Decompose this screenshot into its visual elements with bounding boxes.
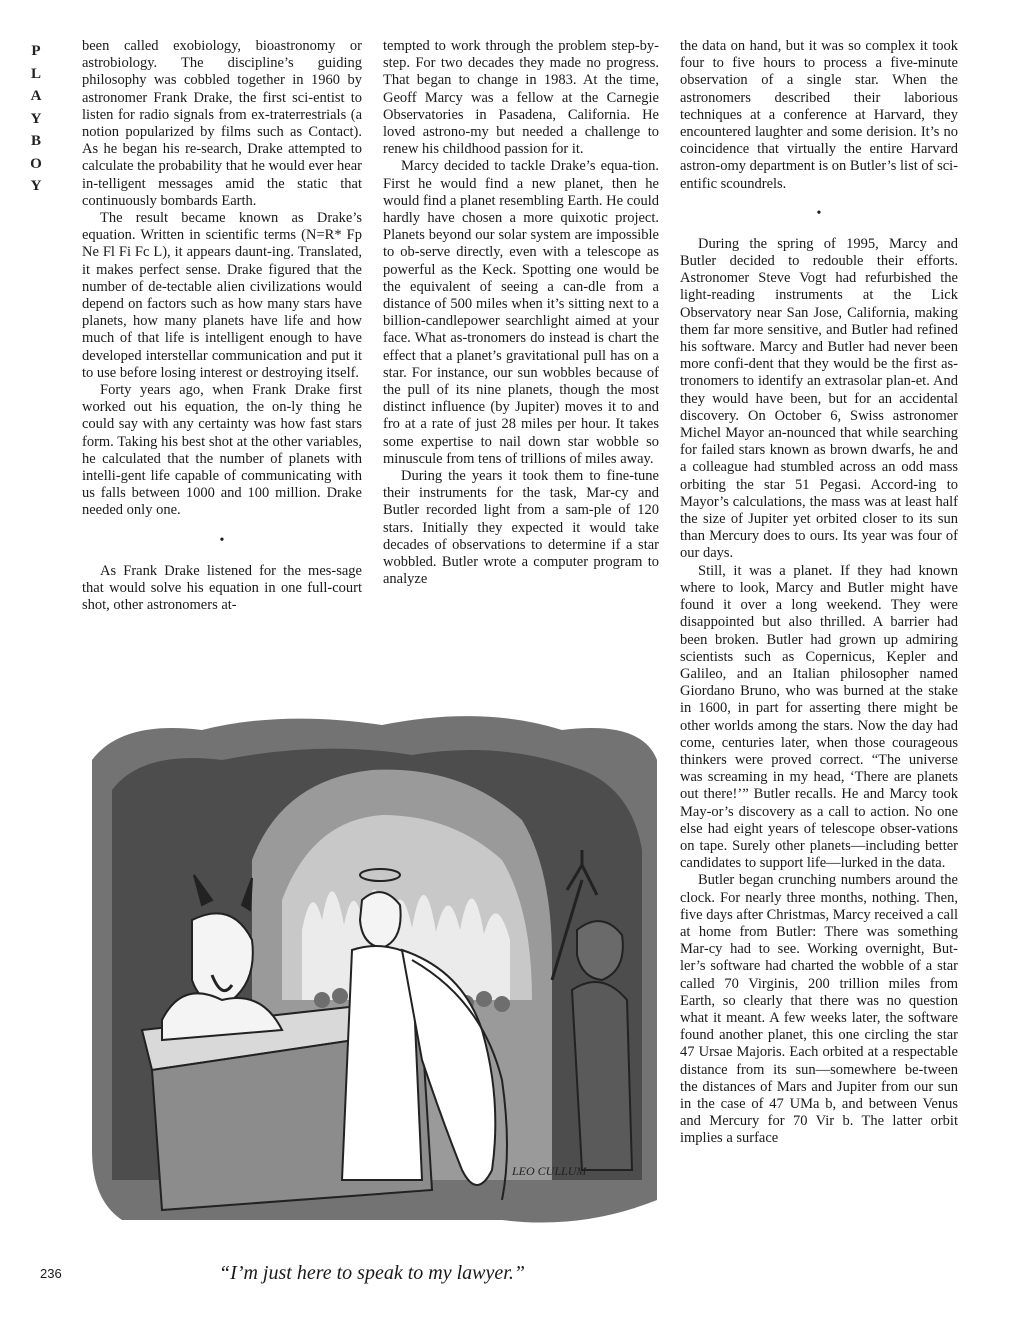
text-column-2: [383, 38, 659, 589]
masthead-letter: Y: [30, 178, 42, 194]
paragraph: Still, it was a planet. If they had known where to look, Marcy and Butler might have found it over a long weekend. They were disappointed but also thrilled. A barrier had been broken. Butler had grown up admiring scientists such as Copernicus, Kepler and Galileo, and an Italian philosopher named Giordano Bruno, who was burned at the stake in 1600, in part for asserting there might be other worlds among the stars. Now the day had come, centuries later, when those courageous thinkers were proved correct. “The universe was screaming in my head, ‘There are planets out there!’” Butler recalls. He and Marcy took May-or’s discovery as a call to action. No one else had eight years of telescope obser-vations on tape. Surely other planets—including better candidates to support life—lurked in the data.: [680, 562, 958, 872]
paragraph: During the spring of 1995, Marcy and Butler decided to redouble their efforts. Astronomer Steve Vogt had refurbished the light-reading instruments at the Lick Observatory near San Jose, California, making them far more sensitive, and Butler had refined his software. Marcy and Butler had never been more confi-dent that they would be the first as-tronomers to identify an extrasolar plan-et. And they would have been, but for an accidental discovery. On October 6, Swiss astronomer Michel Mayor an-nounced that while searching for failed stars known as brown dwarfs, he and a colleague had stumbled across an odd mass orbiting the star 51 Pegasi. Accord-ing to Mayor’s calculations, the mass was at least half the size of Jupiter yet orbited closer to its sun than Mercury does to ours. Its year was four of our days.: [680, 235, 958, 562]
masthead-letter: Y: [30, 110, 42, 127]
paragraph: tempted to work through the problem step-by-step. For two decades they made no progress. That began to change in 1983. At the time, Geoff Marcy was a fellow at the Carnegie Observatories in Pasadena, California. He loved astrono-my but needed a challenge to renew his childhood passion for it.: [383, 38, 659, 158]
paragraph: Marcy decided to tackle Drake’s equa-tion. First he would find a new planet, then he would find a planet resembling Earth. He could hardly have chosen a more quixotic project. Planets beyond our solar system are impossible to ob-serve directly, even with a telescope as powerful as the Keck. Spotting one would be the equivalent of seeing a can-dle from a distance of 500 miles when it’s sitting next to a billion-candlepower searchlight aimed at your face. What as-tronomers do instead is chart the effect that a planet’s gravitational pull has on a star. For instance, our sun wobbles because of the pull of its nine planets, though the most distinct influence (by Jupiter) moves it to and fro at a rate of just 28 miles per hour. It takes some expertise to nail down star wobble so minuscule from tens of trillions of miles away.: [383, 158, 659, 467]
masthead-letter: L: [30, 65, 41, 82]
masthead-letter: B: [30, 133, 41, 149]
cartoon-caption: “I’m just here to speak to my lawyer.”: [219, 1262, 525, 1284]
masthead-letter: A: [30, 88, 42, 104]
paragraph: During the years it took them to fine-tune their instruments for the task, Mar-cy and Butler recorded light from a sam-ple of 120 stars. Initially they expected it would take decades of observations to determine if a star wobbled. Butler wrote a computer program to analyze: [383, 468, 659, 588]
paragraph: As Frank Drake listened for the mes-sage that would solve his equation in one full-court shot, other astronomers at-: [82, 562, 362, 614]
masthead-letter: P: [31, 43, 41, 59]
cartoon-illustration: [82, 700, 662, 1255]
masthead-letter: O: [30, 155, 42, 172]
paragraph: Butler began crunching numbers around the clock. For nearly three months, nothing. Then, five days after Christmas, Marcy received a call at home from Butler: There was something Mar-cy had to see. Working overnight, But-ler’s software had charted the wobble of a star called 70 Virginis, 200 trillion miles from Earth, so clearly that there was no question what it meant. A few weeks later, the software found another planet, this one circling the star 47 Ursae Majoris. Each orbited at a respectable distance from its sun—somewhere be-tween the distances of Mars and Jupiter from our sun in the case of 47 UMa b, and between Venus and Mercury for 70 Vir b. The latter orbit implies a surface: [680, 872, 958, 1147]
magazine-masthead: [24, 40, 48, 198]
section-separator: •: [816, 205, 822, 221]
paragraph: the data on hand, but it was so complex it took four to five hours to process a five-minute observation of a single star. When the astronomers described their laborious techniques at a conference at Harvard, they encountered laughter and some derision. It’s no coincidence that virtually the entire Harvard astron-omy department is on Butler’s list of sci-entific scoundrels.: [680, 38, 959, 192]
page-number: 236: [40, 1266, 62, 1281]
paragraph: The result became known as Drake’s equation. Written in scientific terms (N=R* Fp Ne Fl Fi Fc L), it appears daunt-ing. Translated, it makes perfect sense. Drake figured that the number of de-tectable alien civilizations would depend on factors such as how many stars have planets, how many planets have life and how much of that life is intelligent enough to have developed interstellar communication and put it to use before losing interest or destroying itself.: [82, 210, 362, 381]
artist-signature: LEO CULLUM: [512, 1164, 587, 1178]
section-separator: •: [219, 532, 225, 548]
text-column-1: [82, 38, 362, 614]
text-column-3: [680, 38, 958, 1148]
paragraph: Forty years ago, when Frank Drake first worked out his equation, the on-ly thing he could say with any certainty was how fast stars form. Taking his best shot at the other variables, he calculated that the number of planets with intelli-gent life capable of communicating with us falls between 1000 and 100 million. Drake needed only one.: [82, 382, 362, 519]
paragraph: been called exobiology, bioastronomy or astrobiology. The discipline’s guiding philosophy was cobbled together in 1960 by astronomer Frank Drake, the first sci-entist to listen for radio signals from ex-traterrestrials (a notion popularized by films such as Contact). As he began his re-search, Drake attempted to calculate the probability that he would ever hear in-telligent messages amid the static that continuously bombards Earth.: [82, 38, 362, 209]
